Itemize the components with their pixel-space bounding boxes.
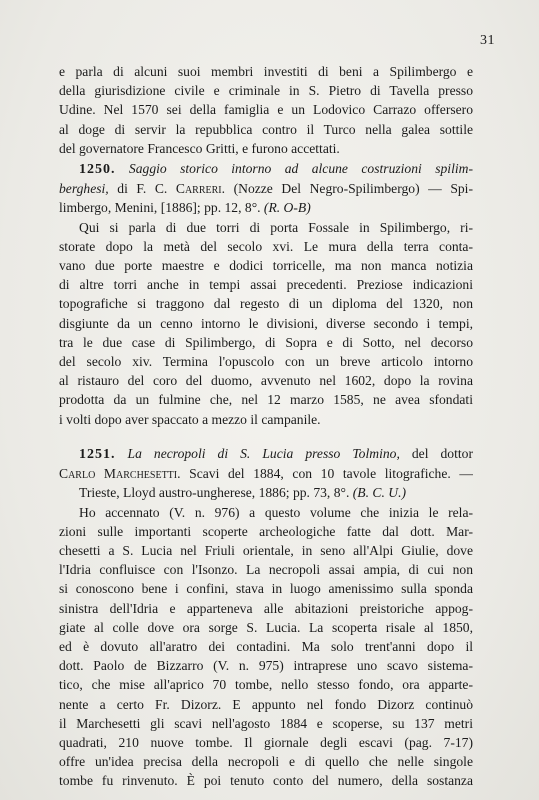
text-line: nente a certo Fr. Dizorz. E appunto nel fondo Dizorz continuò [59,696,473,712]
text-line: al doge di servir la repubblica contro il Turco nella galea sottile [59,121,473,137]
entry-title-continued: berghesi, [59,181,109,197]
text-line: tico, che mise all'aprico 70 tombe, nello stesso fondo, ora apparte- [59,677,473,693]
publication-details: limbergo, Menini, [1886]; pp. 12, 8°. [59,200,264,216]
text-line: Qui si parla di due torri di porta Fossale in Spilimbergo, ri- [79,219,473,235]
publication-note: . (Nozze Del Negro-Spilimbergo) — Spi- [221,181,473,197]
author-name: Carlo Marchesetti [59,466,178,482]
entry-number: 1250. [79,162,116,177]
text-line: l'Idria confluisce con l'Isonzo. La necropoli assai ampia, di cui non [59,562,473,578]
intro-paragraph [59,62,473,158]
entry-heading-line [59,483,473,502]
publication-note: . Scavi del 1884, con 10 tavole litografiche. — [177,466,473,482]
text-line: al ristauro del coro del duomo, avvenuto nel 1602, dopo la rovina [59,373,473,389]
text-line: dott. Paolo de Bizzarro (V. n. 975) intraprese uno scavo sistema- [59,658,473,674]
text-line: sinistra dell'Idria e apparteneva alle abitazioni preistoriche appog- [59,600,473,616]
library-siglum: (B. C. U.) [352,485,406,501]
text-line: del secolo xiv. Termina l'opuscolo con un breve articolo intorno [59,354,473,370]
text-line: Udine. Nel 1570 sei della famiglia e un Lodovico Carrazo offersero [59,102,473,118]
text-line: topografiche si traggono dal regesto di un diploma del 1320, non [59,296,473,312]
entry-heading-line [59,444,473,464]
text-line: si conoscono bene i confini, stava in luogo amenissimo sulla sponda [59,581,473,597]
text-line: il Marchesetti gli scavi nell'agosto 1884 e scoperse, su 137 metri [59,715,473,731]
text-line: zioni sulle importanti scoperte archeologiche fatte dal dott. Mar- [59,523,473,539]
author-prefix: di F. C. [108,181,176,197]
entry-heading-line [59,179,473,198]
entry-1251 [59,444,473,791]
entry-title: La necropoli di S. Lucia presso Tolmino, [127,446,400,461]
text-line: della giurisdizione civile e criminale in S. Pietro di Tavella presso [59,83,473,99]
text-line: vano due porte maestre e dodici torricelle, ma non manca notizia [59,258,473,274]
text-line: quadrati, 210 nuove tombe. Il giornale degli escavi (pag. 7-17) [59,735,473,751]
text-line: del governatore Francesco Gritti, e furono accettati. [59,140,340,156]
text-line: offre un'idea precisa della necropoli e di quello che nelle singole [59,754,473,770]
text-line: di altre torri anche in tempi assai precedenti. Preziose indicazioni [59,277,473,293]
entry-title: Saggio storico intorno ad alcune costruzioni spilim- [128,161,473,176]
text-line: storate dopo la metà del secolo xvi. Le mura della terra conta- [59,238,473,254]
entry-heading-line [59,464,473,483]
entry-1250 [59,159,473,429]
text-line: giate al colle dove ora sorge S. Lucia. La scoperta risale al 1850, [59,619,473,635]
entry-heading-line [59,159,473,179]
text-line: e parla di alcuni suoi membri investiti di beni a Spilimbergo e [59,64,473,79]
text-line: tra le due case di Spilimbergo, di Sopra e di Sotto, nel decorso [59,334,473,350]
author-prefix: del dottor [399,446,473,461]
text-line: chesetti a S. Lucia nel Friuli orientale, in seno all'Alpi Giulie, dove [59,543,473,559]
page-number: 31 [480,33,495,48]
text-line: Ho accennato (V. n. 976) a questo volume che inizia le rela- [79,504,473,520]
text-line: disgiunte da un cenno intorno le divisioni, diverse secondo i tempi, [59,315,473,331]
text-line: i volti dopo aver spaccato a mezzo il campanile. [59,411,321,427]
text-line: prodotta da un fulmine che, nel 12 marzo 1585, ne avea sfondati [59,392,473,408]
library-siglum: (R. O-B) [263,200,311,216]
text-line: ed è dovuto all'aratro dei contadini. Ma solo trent'anni dopo il [59,639,473,655]
publication-details: Trieste, Lloyd austro-ungherese, 1886; pp. 73, 8°. [79,485,353,501]
entry-heading-line [59,198,473,217]
text-line: tombe fu rinvenuto. È poi tenuto conto del numero, della sostanza [59,773,473,789]
author-name: Carreri [175,181,222,197]
entry-number: 1251. [79,447,116,462]
